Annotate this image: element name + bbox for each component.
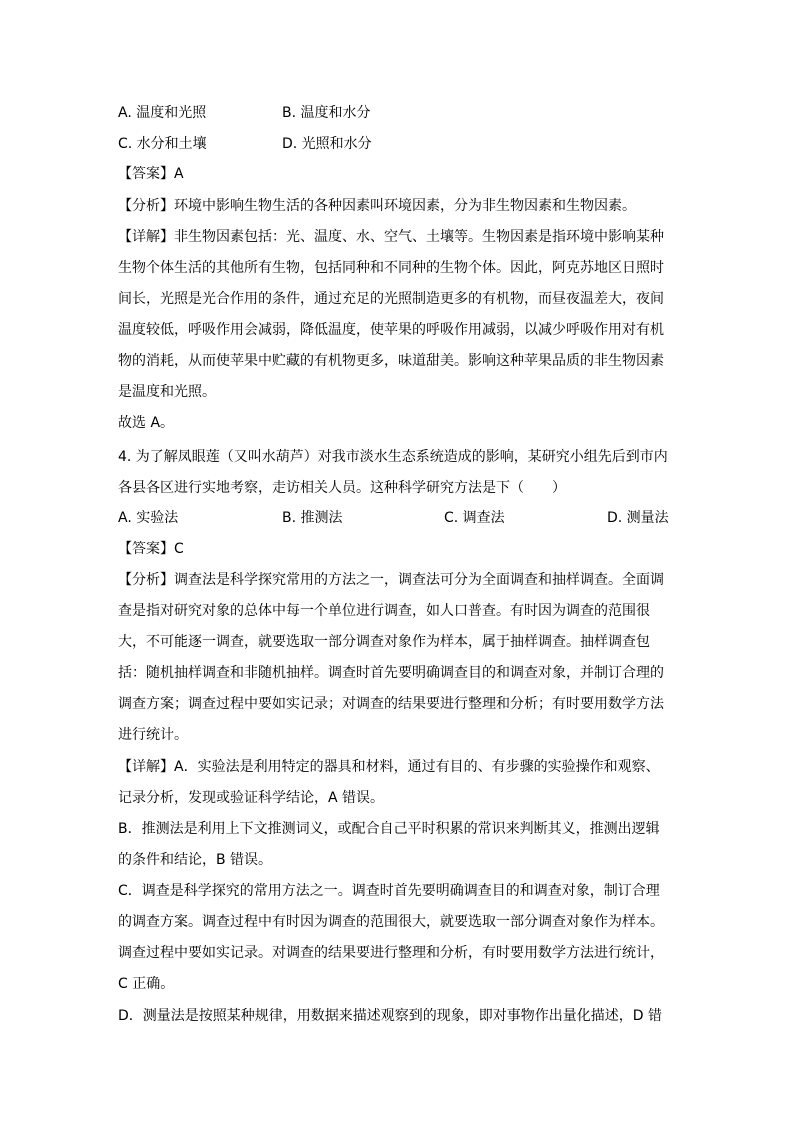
analysis-text: 调查法是科学探究常用的方法之一，调查法可分为全面调查和抽样调查。全面调: [174, 572, 664, 588]
q3-detail-line-6: 是温度和光照。: [118, 384, 216, 400]
q3-option-b: B. 温度和水分: [282, 105, 371, 121]
q3-option-a: A. 温度和光照: [118, 105, 207, 121]
q3-detail-line-3: 间长，光照是光合作用的条件，通过充足的光照制造更多的有机物，而昼夜温差大，夜间: [118, 291, 664, 307]
q4-detail-line-8: C 正确。: [118, 976, 175, 992]
answer-tag: 【答案】: [118, 541, 174, 557]
analysis-tag: 【分析】: [118, 572, 174, 588]
q4-answer-line: [118, 539, 184, 559]
detail-tag: 【详解】: [118, 229, 174, 245]
q4-stem-line-2: 各县各区进行实地考察，走访相关人员。这种科学研究方法是下（ ）: [118, 480, 566, 496]
q3-analysis-line: [118, 196, 636, 216]
answer-value: A: [174, 166, 184, 182]
q3-detail-line-1: [118, 227, 664, 247]
q4-detail-line-2: 记录分析，发现或验证科学结论，A 错误。: [118, 790, 385, 806]
q4-analysis-line-6: 进行统计。: [118, 727, 188, 743]
q3-detail-line-2: 生物个体生活的其他所有生物，包括同种和不同种的生物个体。因此，阿克苏地区日照时: [118, 260, 664, 276]
q4-detail-line-5: C．调查是科学探究的常用方法之一。调查时首先要明确调查目的和调查对象，制订合理: [118, 883, 660, 899]
q4-analysis-line-5: 调查方案；调查过程中要如实记录；对调查的结果要进行整理和分析；有时要用数学方法: [118, 696, 664, 712]
q4-detail-line-6: 的调查方案。调查过程中有时因为调查的范围很大，就要选取一部分调查对象作为样本。: [118, 914, 664, 930]
q4-option-c: C. 调查法: [444, 510, 505, 526]
analysis-tag: 【分析】: [118, 198, 174, 214]
detail-tag: 【详解】: [118, 759, 174, 775]
q4-option-a: A. 实验法: [118, 510, 179, 526]
q3-option-c: C. 水分和土壤: [118, 136, 207, 152]
q4-option-d: D. 测量法: [607, 510, 669, 526]
q4-stem-line-1: 4. 为了解凤眼莲（又叫水葫芦）对我市淡水生态系统造成的影响，某研究小组先后到市内: [118, 449, 668, 465]
q4-analysis-line-3: 大，不可能逐一调查，就要选取一部分调查对象作为样本，属于抽样调查。抽样调查包: [118, 634, 650, 650]
q4-analysis-line-4: 括：随机抽样调查和非随机抽样。调查时首先要明确调查目的和调查对象，并制订合理的: [118, 665, 664, 681]
q4-detail-line-1: [118, 757, 660, 777]
q3-answer-line: [118, 164, 184, 184]
answer-tag: 【答案】: [118, 166, 174, 182]
answer-value: C: [174, 541, 184, 557]
q4-detail-line-9: D．测量法是按照某种规律，用数据来描述观察到的现象，即对事物作出量化描述，D 错: [118, 1008, 663, 1024]
q3-choice-line: 故选 A。: [118, 415, 175, 431]
q4-detail-line-7: 调查过程中要如实记录。对调查的结果要进行整理和分析，有时要用数学方法进行统计，: [118, 945, 664, 961]
q4-detail-line-3: B．推测法是利用上下文推测词义，或配合自己平时积累的常识来判断其义，推测出逻辑: [118, 821, 660, 837]
detail-text: A．实验法是利用特定的器具和材料，通过有目的、有步骤的实验操作和观察、: [174, 759, 660, 775]
q4-detail-line-4: 的条件和结论，B 错误。: [118, 852, 273, 868]
q3-detail-line-4: 温度较低，呼吸作用会减弱，降低温度，使苹果的呼吸作用减弱，以减少呼吸作用对有机: [118, 322, 664, 338]
q4-analysis-line-1: [118, 570, 664, 590]
analysis-text: 环境中影响生物生活的各种因素叫环境因素，分为非生物因素和生物因素。: [174, 198, 636, 214]
q3-detail-line-5: 物的消耗，从而使苹果中贮藏的有机物更多，味道甜美。影响这种苹果品质的非生物因素: [118, 353, 664, 369]
detail-text: 非生物因素包括：光、温度、水、空气、土壤等。生物因素是指环境中影响某种: [174, 229, 664, 245]
q4-analysis-line-2: 查是指对研究对象的总体中每一个单位进行调查，如人口普查。有时因为调查的范围很: [118, 603, 650, 619]
q4-option-b: B. 推测法: [282, 510, 343, 526]
q3-option-d: D. 光照和水分: [282, 136, 372, 152]
